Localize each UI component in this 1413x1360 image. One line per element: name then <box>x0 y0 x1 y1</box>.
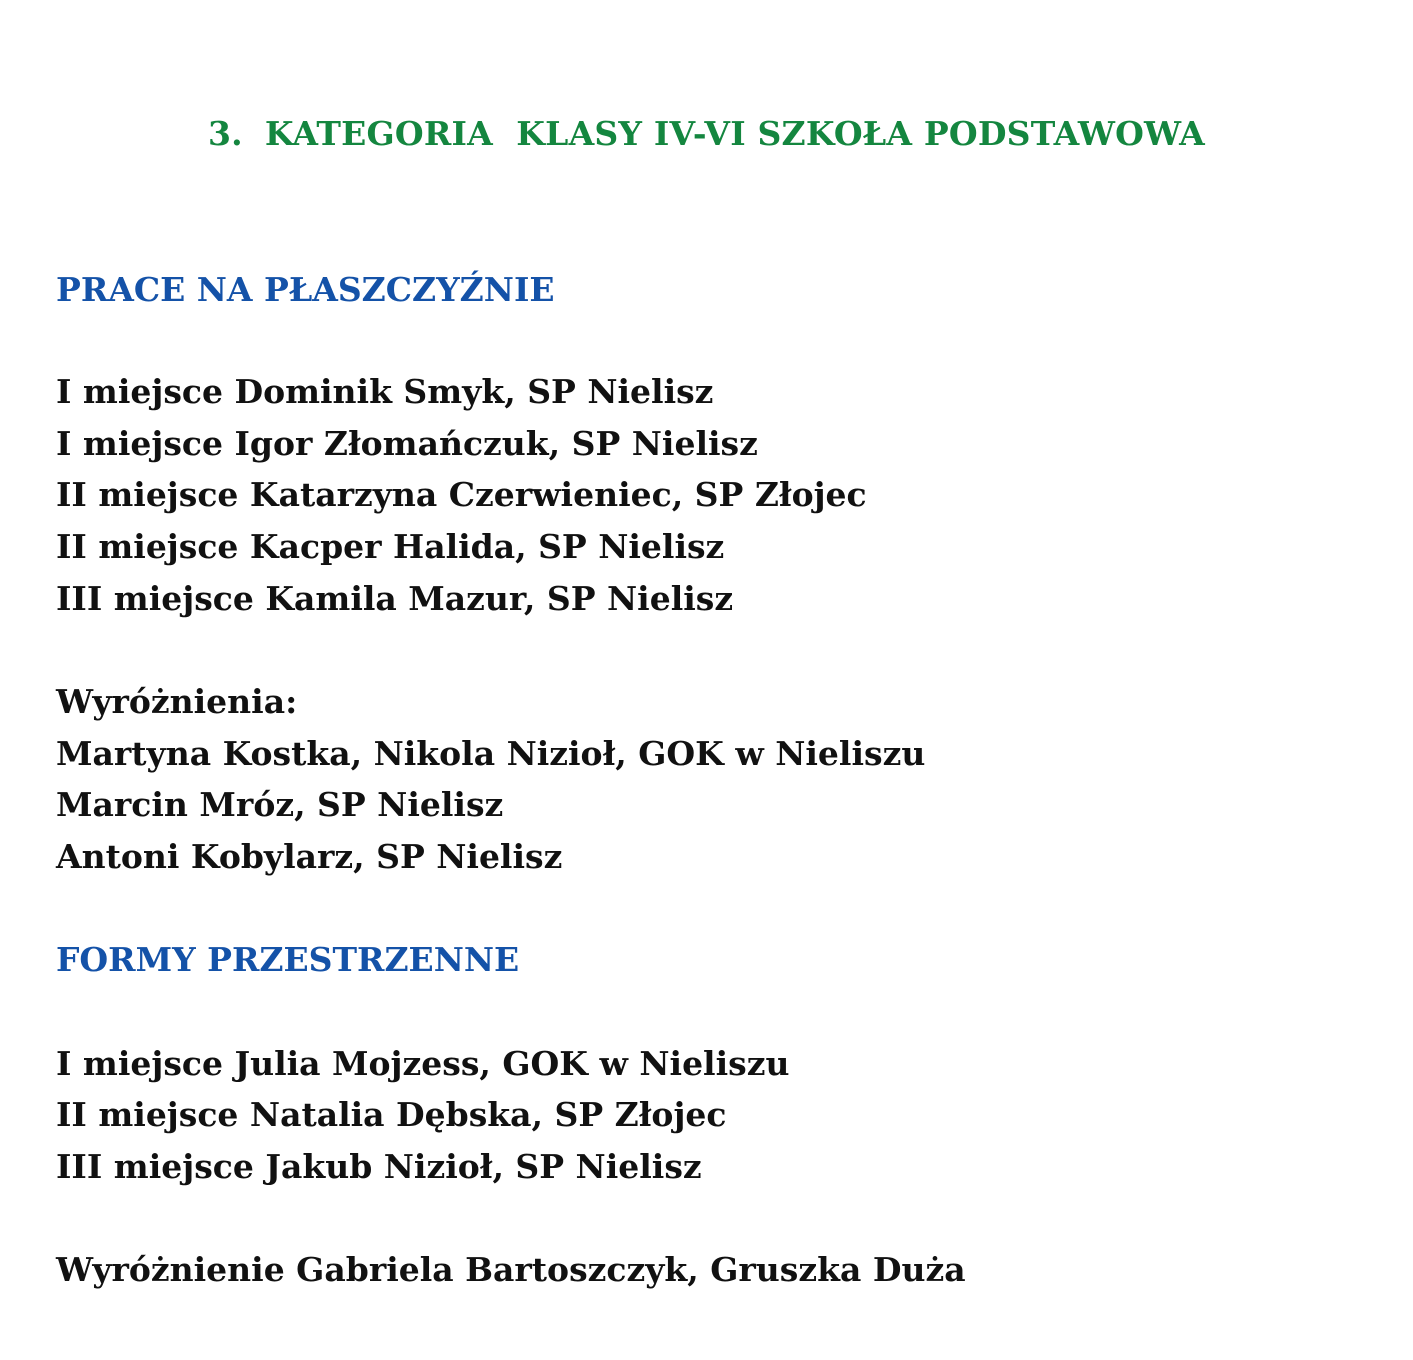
winner-line: II miejsce Natalia Dębska, SP Złojec <box>56 1095 727 1134</box>
winner-line: III miejsce Kamila Mazur, SP Nielisz <box>56 579 734 618</box>
category-title: KATEGORIA KLASY IV-VI SZKOŁA PODSTAWOWA <box>264 114 1205 153</box>
winner-line: I miejsce Dominik Smyk, SP Nielisz <box>56 372 714 411</box>
winner-line: II miejsce Katarzyna Czerwieniec, SP Złojec <box>56 475 867 514</box>
section-title-plaszczyzna: PRACE NA PŁASZCZYŹNIE <box>56 270 555 309</box>
honor-line: Wyróżnienie Gabriela Bartoszczyk, Gruszka Duża <box>56 1250 966 1289</box>
honor-line: Martyna Kostka, Nikola Nizioł, GOK w Nieliszu <box>56 734 926 773</box>
section-title-formy: FORMY PRZESTRZENNE <box>56 940 520 979</box>
winner-line: I miejsce Julia Mojzess, GOK w Nieliszu <box>56 1044 790 1083</box>
honor-line: Marcin Mróz, SP Nielisz <box>56 785 504 824</box>
category-number: 3. <box>208 114 243 153</box>
winner-line: III miejsce Jakub Nizioł, SP Nielisz <box>56 1147 702 1186</box>
honors-label: Wyróżnienia: <box>56 682 298 721</box>
honor-line: Antoni Kobylarz, SP Nielisz <box>56 837 563 876</box>
category-heading <box>0 112 1413 156</box>
winner-line: I miejsce Igor Złomańczuk, SP Nielisz <box>56 424 758 463</box>
winner-line: II miejsce Kacper Halida, SP Nielisz <box>56 527 725 566</box>
